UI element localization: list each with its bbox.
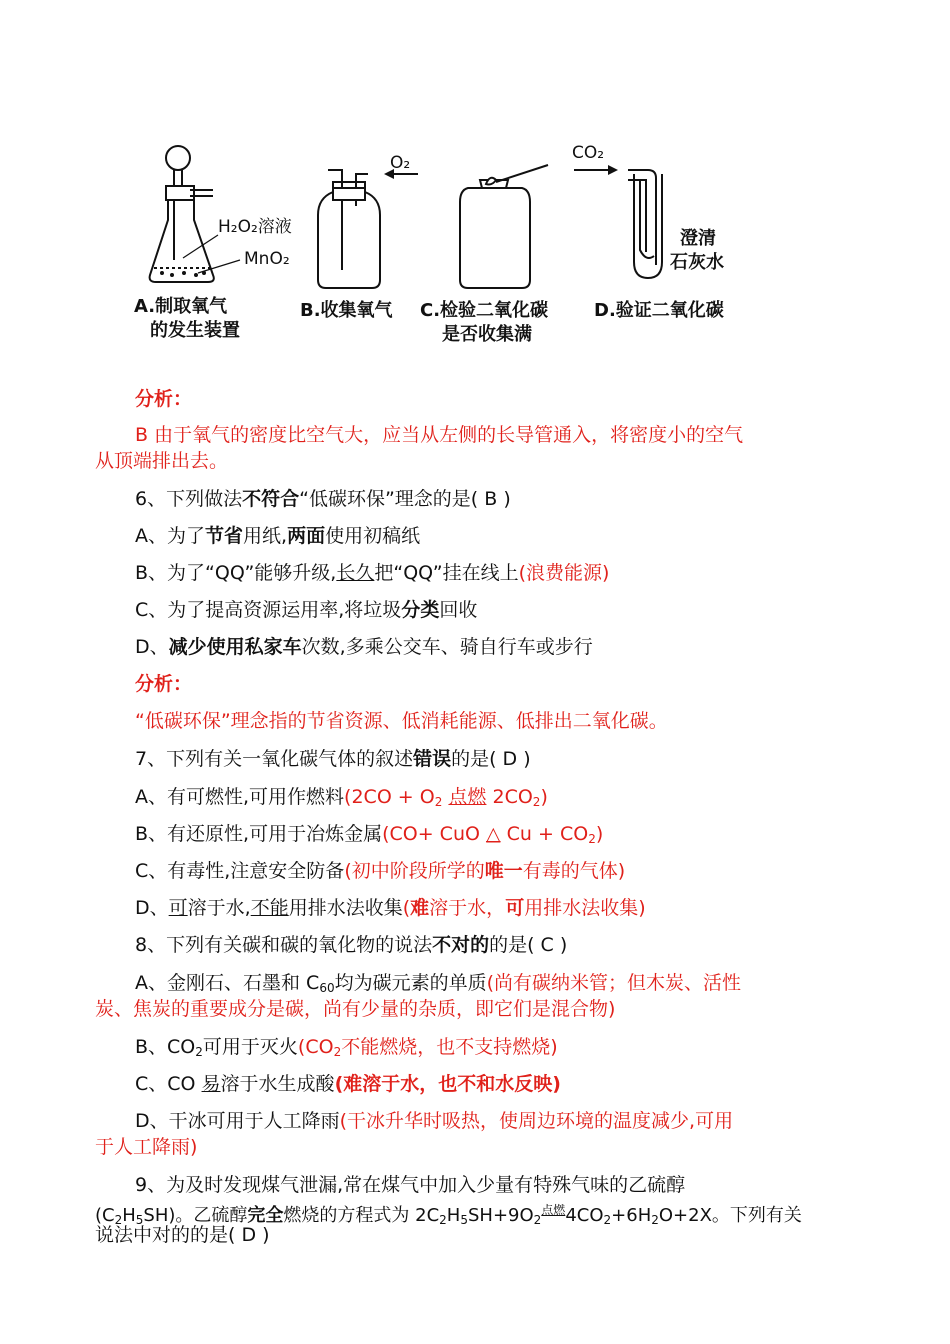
q7-stem-pre: 7、下列有关一氧化碳气体的叙述 <box>135 748 414 770</box>
q7-a-note-4: 2CO <box>492 786 533 808</box>
q7-d-mid: 溶于水, <box>187 897 251 919</box>
q6-d-pre: D、 <box>135 636 169 658</box>
o2-label: O₂ <box>390 153 411 173</box>
q9-l2-condition: 点燃 <box>541 1203 566 1217</box>
q7-a-note-condition: 点燃 <box>448 786 487 808</box>
q8-b-sub: 2 <box>195 1045 203 1059</box>
caption-b: B.收集氧气 <box>300 300 393 321</box>
q7-option-c <box>135 858 625 884</box>
q6-option-b <box>135 560 609 586</box>
q8-stem-post: 的是( C ) <box>489 934 568 956</box>
q7-d-note-mid: 溶于水， <box>429 897 506 919</box>
q6-stem <box>135 486 511 512</box>
lime-water-label-2: 石灰水 <box>670 252 724 273</box>
q6-c-pre: C、为了提高资源运用率,将垃圾 <box>135 599 402 621</box>
q8-c-underline: 易 <box>201 1073 221 1095</box>
q8-stem-pre: 8、下列有关碳和碳的氧化物的说法 <box>135 934 433 956</box>
q8-b-note-1: (CO <box>297 1036 334 1058</box>
q6-a-pre: A、为了 <box>135 525 205 547</box>
q8-d-note: (干冰升华时吸热，使周边环境的温度减少,可用 <box>339 1110 734 1132</box>
q6-c-bold: 分类 <box>401 599 440 621</box>
q7-a-note-sub-1: 2 <box>434 795 443 809</box>
q7-option-a <box>135 784 548 815</box>
q8-stem-bold: 不对的 <box>432 934 490 956</box>
q6-b-post: 把“QQ”挂在线上 <box>374 562 519 584</box>
q9-l2-sub-3: 2 <box>439 1213 447 1227</box>
q8-option-c <box>135 1071 561 1097</box>
q9-l2-m1: H <box>122 1205 136 1226</box>
q7-c-note-bold: 唯一 <box>484 860 523 882</box>
q7-c-note-pre: (初中阶段所学的 <box>344 860 485 882</box>
q6-b-note: (浪费能源) <box>518 562 610 584</box>
q8-b-pre: B、CO <box>135 1036 196 1058</box>
q6-a-bold-2: 两面 <box>287 525 326 547</box>
analysis-text-2: “低碳环保”理念指的节省资源、低消耗能源、低排出二氧化碳。 <box>135 710 668 732</box>
q8-a-post: 均为碳元素的单质 <box>334 972 487 994</box>
q8-b-note-3: 不能燃烧，也不支持燃烧) <box>341 1036 558 1058</box>
q9-l2-m6: 4CO <box>565 1205 604 1226</box>
q9-l2-sub-7: 2 <box>651 1213 659 1227</box>
q7-d-pre: D、 <box>135 897 169 919</box>
q9-l2-sub-6: 2 <box>603 1213 612 1227</box>
q9-l2-m5: SH+9O <box>467 1205 534 1226</box>
q9-l2-sub-5: 2 <box>533 1213 542 1227</box>
q7-d-post: 用排水法收集 <box>288 897 403 919</box>
q7-d-note-pre: ( <box>402 897 411 919</box>
q8-option-b <box>135 1034 558 1065</box>
q7-stem <box>135 746 531 772</box>
q7-a-note-6: ) <box>540 786 548 808</box>
q9-l2-m8: O+2X。下列有关 <box>658 1205 802 1226</box>
lime-water-label-1: 澄清 <box>680 228 716 249</box>
q8-c-post: 溶于水生成酸 <box>220 1073 335 1095</box>
q9-l2-m7: +6H <box>611 1205 652 1226</box>
caption-a-line2: 的发生装置 <box>150 320 240 341</box>
q9-l2-m2: SH)。乙硫醇 <box>143 1205 248 1226</box>
q7-d-note-bold-2: 可 <box>505 897 525 919</box>
q9-l2-m4: H <box>446 1205 461 1226</box>
q8-a-pre: A、金刚石、石墨和 C <box>135 972 320 994</box>
q9-l2-pre: (C <box>95 1205 115 1226</box>
q6-b-underline: 长久 <box>336 562 375 584</box>
q8-a-note: (尚有碳纳米管；但木炭、活性 <box>486 972 742 994</box>
q8-c-note: (难溶于水，也不和水反映) <box>334 1073 561 1095</box>
q7-b-note-1: (CO+ CuO <box>382 823 480 845</box>
q9-line1: 9、为及时发现煤气泄漏,常在煤气中加入少量有特殊气味的乙硫醇 <box>135 1174 686 1196</box>
caption-c-line2: 是否收集满 <box>442 324 532 345</box>
q8-c-pre: C、CO <box>135 1073 202 1095</box>
q8-a-note-line2: 炭、焦炭的重要成分是碳，尚有少量的杂质，即它们是混合物) <box>95 998 616 1020</box>
q7-a-text: A、有可燃性,可用作燃料 <box>135 786 345 808</box>
q7-option-b <box>135 821 603 852</box>
q6-option-d <box>135 634 593 660</box>
q7-option-d <box>135 895 646 921</box>
analysis-text-1b: 从顶端排出去。 <box>95 450 229 472</box>
lab-apparatus-figure <box>128 140 748 355</box>
q8-b-post: 可用于灭火 <box>202 1036 298 1058</box>
q6-a-post: 使用初稿纸 <box>325 525 421 547</box>
q6-a-mid: 用纸, <box>243 525 288 547</box>
h2o2-label: H₂O₂溶液 <box>218 217 292 237</box>
q7-b-note-3: Cu + CO <box>506 823 589 845</box>
q6-d-post: 次数,多乘公交车、骑自行车或步行 <box>301 636 593 658</box>
q6-a-bold-1: 节省 <box>205 525 244 547</box>
analysis-label-2: 分析： <box>135 673 193 695</box>
q8-d-note-line2: 于人工降雨) <box>95 1136 198 1158</box>
q7-c-note-post: 有毒的气体) <box>522 860 626 882</box>
caption-d: D.验证二氧化碳 <box>594 300 724 321</box>
q7-a-note-1: (2CO + O <box>344 786 435 808</box>
q9-l2-bold: 完全 <box>247 1205 284 1226</box>
q9-l2-sub-4: 5 <box>460 1213 468 1227</box>
q6-d-bold: 减少使用私家车 <box>168 636 302 658</box>
caption-a-line1: A.制取氧气 <box>134 296 228 317</box>
q6-stem-bold: 不符合 <box>242 488 300 510</box>
q7-b-text: B、有还原性,可用于冶炼金属 <box>135 823 383 845</box>
q6-option-c <box>135 597 477 623</box>
q6-option-a <box>135 523 420 549</box>
q7-b-note-heat: △ <box>485 823 501 845</box>
q6-c-post: 回收 <box>439 599 478 621</box>
q6-stem-pre: 6、下列做法 <box>135 488 243 510</box>
q9-l2-sub-1: 2 <box>114 1213 123 1227</box>
q7-b-note-5: ) <box>595 823 604 845</box>
q7-c-text: C、有毒性,注意安全防备 <box>135 860 345 882</box>
q6-stem-post: “低碳环保”理念的是( B ) <box>299 488 511 510</box>
q7-stem-bold: 错误 <box>413 748 452 770</box>
q8-option-d <box>135 1108 733 1134</box>
q7-d-underline-2: 不能 <box>250 897 289 919</box>
analysis-label-1: 分析： <box>135 388 193 410</box>
q6-b-pre: B、为了“QQ”能够升级, <box>135 562 337 584</box>
q9-line3: 说法中对的的是( D ) <box>95 1224 270 1246</box>
co2-label: CO₂ <box>572 143 605 163</box>
q8-d-text: D、干冰可用于人工降雨 <box>135 1110 340 1132</box>
q7-d-note-bold-1: 难 <box>410 897 430 919</box>
q8-b-note-sub: 2 <box>333 1045 342 1059</box>
caption-c-line1: C.检验二氧化碳 <box>420 300 549 321</box>
funnel-bulb <box>166 146 190 170</box>
q8-stem <box>135 932 567 958</box>
q7-a-note-sub-2: 2 <box>532 795 541 809</box>
q7-d-note-post: 用排水法收集) <box>524 897 646 919</box>
q9-l2-m3: 燃烧的方程式为 2C <box>283 1205 440 1226</box>
q7-d-underline-1: 可 <box>168 897 188 919</box>
analysis-text-1a: B 由于氧气的密度比空气大，应当从左侧的长导管通入，将密度小的空气 <box>135 424 744 446</box>
q7-b-note-sub: 2 <box>588 832 596 846</box>
mno2-label: MnO₂ <box>244 249 290 269</box>
q8-a-sub: 60 <box>319 981 335 995</box>
q7-stem-post: 的是( D ) <box>451 748 531 770</box>
q9-l2-sub-2: 5 <box>135 1213 144 1227</box>
